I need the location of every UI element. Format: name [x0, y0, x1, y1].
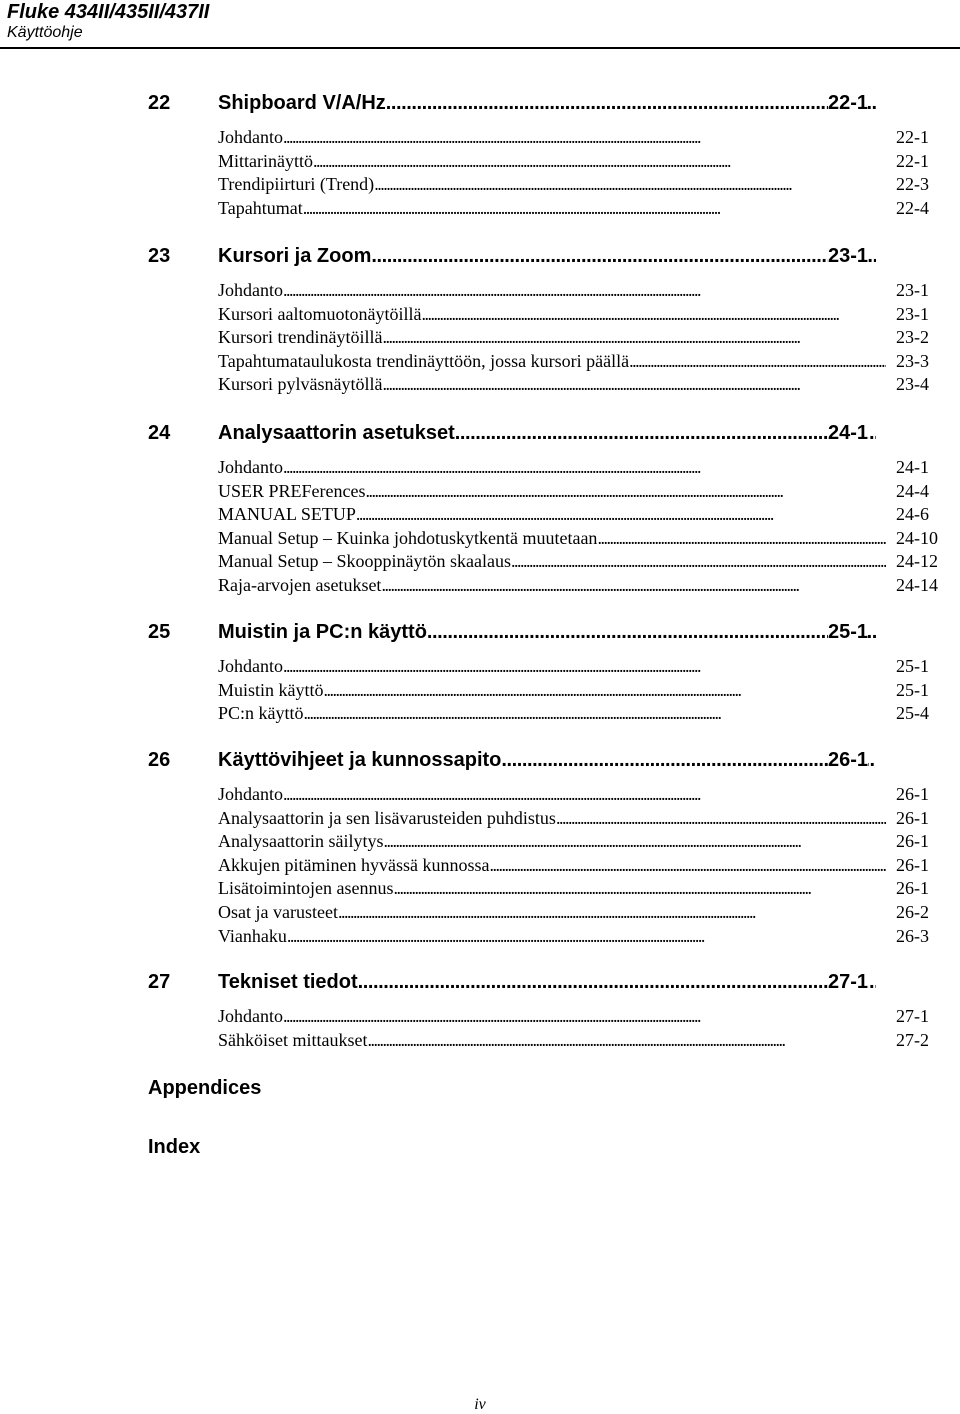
chapter-title: Muistin ja PC:n käyttö [218, 621, 427, 643]
toc-entry[interactable] [218, 527, 936, 550]
toc-chapter-heading[interactable] [148, 969, 938, 995]
entry-title: Johdanto [218, 784, 283, 804]
dot-leader [393, 877, 886, 900]
chapter-page-number: 24-1 [828, 422, 869, 444]
entry-title: Muistin käyttö [218, 679, 324, 700]
entry-title: Tapahtumataulukosta trendinäyttöön, jossa kursori päällä [218, 350, 630, 371]
entry-page-number: 23-4 [896, 374, 929, 395]
entry-page-number: 22-1 [896, 150, 929, 171]
dot-leader [381, 574, 886, 597]
toc-entry[interactable] [218, 925, 936, 948]
dot-leader [597, 527, 886, 550]
page-number: iv [474, 1396, 486, 1413]
dot-leader [489, 854, 886, 877]
entry-page-number: 23-2 [896, 327, 929, 348]
entry-title: Sähköiset mittaukset [218, 1029, 368, 1050]
toc-entry[interactable] [218, 150, 936, 173]
toc-entry[interactable] [218, 854, 936, 877]
dot-leader [421, 303, 886, 326]
toc-entry[interactable] [218, 350, 936, 373]
chapter-page-number: 22-1 [828, 92, 869, 114]
chapter-number: 25 [148, 621, 171, 643]
entry-page-number: 27-2 [896, 1029, 929, 1050]
dot-leader [287, 925, 886, 948]
chapter-number: 23 [148, 245, 171, 267]
toc-chapter-heading[interactable] [148, 243, 938, 269]
entry-page-number: 26-2 [896, 902, 929, 922]
chapter-number: 24 [148, 422, 171, 444]
toc-entry[interactable] [218, 303, 936, 326]
toc-entry[interactable] [218, 550, 936, 573]
dot-leader [367, 1029, 886, 1052]
chapter-page-number: 25-1 [828, 621, 869, 643]
entry-page-number: 26-1 [896, 854, 929, 875]
chapter-number: 26 [148, 749, 171, 771]
dot-leader [304, 702, 886, 725]
dot-leader [358, 969, 876, 995]
dot-leader [324, 679, 886, 702]
chapter-title: Käyttövihjeet ja kunnossapito [218, 749, 502, 771]
entry-page-number: 23-1 [896, 303, 929, 324]
entry-page-number: 22-4 [896, 197, 929, 218]
document-title: Fluke 434II/435II/437II [7, 1, 210, 23]
entry-title: Johdanto [218, 1006, 283, 1026]
entry-title: Vianhaku [218, 925, 287, 946]
dot-leader [501, 747, 876, 773]
toc-entry[interactable] [218, 373, 936, 396]
entry-title: Akkujen pitäminen hyvässä kunnossa [218, 854, 490, 875]
index-heading[interactable]: Index [148, 1136, 201, 1158]
entry-title: Johdanto [218, 280, 283, 300]
toc-entry[interactable] [218, 877, 936, 900]
entry-page-number: 24-12 [896, 551, 938, 572]
entry-title: Johdanto [218, 127, 283, 147]
dot-leader [629, 350, 886, 373]
toc-chapter-heading[interactable] [148, 90, 938, 116]
toc-entry[interactable] [218, 173, 936, 196]
chapter-title: Analysaattorin asetukset [218, 422, 455, 444]
dot-leader [556, 807, 886, 830]
chapter-title: Shipboard V/A/Hz [218, 92, 386, 114]
dot-leader [382, 326, 886, 349]
chapter-title: Kursori ja Zoom [218, 245, 372, 267]
entry-page-number: 25-1 [896, 679, 929, 700]
toc-entry[interactable] [218, 783, 936, 806]
entry-title: Osat ja varusteet [218, 902, 338, 922]
entry-page-number: 26-1 [896, 831, 929, 852]
dot-leader [283, 126, 886, 149]
document-subtitle: Käyttöohje [7, 24, 83, 41]
toc-entry[interactable] [218, 456, 936, 479]
dot-leader [511, 550, 886, 573]
entry-page-number: 26-1 [896, 784, 929, 804]
entry-title: Tapahtumat [218, 197, 303, 218]
toc-entry[interactable] [218, 1005, 936, 1028]
entry-page-number: 22-3 [896, 174, 929, 195]
dot-leader [366, 480, 887, 503]
toc-chapter-heading[interactable] [148, 619, 938, 645]
chapter-title: Tekniset tiedot [218, 971, 358, 993]
toc-entry[interactable] [218, 830, 936, 853]
entry-page-number: 24-14 [896, 575, 938, 595]
toc-entry[interactable] [218, 679, 936, 702]
entry-title: Manual Setup – Skooppinäytön skaalaus [218, 551, 511, 572]
dot-leader [356, 503, 886, 526]
dot-leader [283, 456, 886, 479]
entry-title: Mittarinäyttö [218, 150, 313, 171]
entry-page-number: 23-1 [896, 280, 929, 300]
toc-entry[interactable] [218, 702, 936, 725]
toc-entry[interactable] [218, 1029, 936, 1052]
toc-entry[interactable] [218, 126, 936, 149]
toc-entry[interactable] [218, 480, 936, 503]
toc-chapter-heading[interactable] [148, 747, 938, 773]
entry-page-number: 25-1 [896, 656, 929, 676]
dot-leader [383, 830, 886, 853]
entry-title: Raja-arvojen asetukset [218, 575, 382, 595]
dot-leader [455, 420, 876, 446]
entry-title: Analysaattorin ja sen lisävarusteiden puhdistus [218, 807, 556, 828]
toc-entry[interactable] [218, 503, 936, 526]
entry-title: USER PREFerences [218, 480, 366, 501]
dot-leader [427, 619, 876, 645]
dot-leader [382, 373, 886, 396]
entry-page-number: 26-1 [896, 878, 929, 899]
toc-entry[interactable] [218, 574, 936, 597]
toc-entry[interactable] [218, 279, 936, 302]
entry-page-number: 22-1 [896, 127, 929, 147]
dot-leader [371, 243, 876, 269]
dot-leader [303, 197, 886, 220]
appendices-heading[interactable]: Appendices [148, 1077, 262, 1099]
entry-page-number: 25-4 [896, 703, 929, 724]
toc-entry[interactable] [218, 655, 936, 678]
chapter-page-number: 23-1 [828, 245, 869, 267]
entry-title: Manual Setup – Kuinka johdotuskytkentä muutetaan [218, 527, 598, 548]
dot-leader [386, 90, 876, 116]
entry-page-number: 24-10 [896, 527, 938, 548]
entry-page-number: 24-6 [896, 504, 929, 525]
entry-title: PC:n käyttö [218, 703, 304, 724]
entry-page-number: 24-4 [896, 480, 929, 501]
entry-title: MANUAL SETUP [218, 504, 356, 525]
toc-entry[interactable] [218, 326, 936, 349]
dot-leader [338, 901, 886, 924]
dot-leader [283, 279, 886, 302]
entry-title: Analysaattorin säilytys [218, 831, 384, 852]
entry-page-number: 24-1 [896, 457, 929, 477]
entry-title: Kursori aaltomuotonäytöillä [218, 303, 422, 324]
dot-leader [374, 173, 886, 196]
entry-page-number: 27-1 [896, 1006, 929, 1026]
entry-page-number: 26-3 [896, 925, 929, 946]
entry-title: Trendipiirturi (Trend) [218, 174, 375, 195]
dot-leader [283, 783, 886, 806]
dot-leader [283, 655, 886, 678]
toc-entry[interactable] [218, 807, 936, 830]
chapter-page-number: 27-1 [828, 971, 869, 993]
entry-page-number: 23-3 [896, 350, 929, 371]
entry-title: Johdanto [218, 457, 283, 477]
dot-leader [283, 1005, 886, 1028]
entry-title: Johdanto [218, 656, 283, 676]
chapter-number: 22 [148, 92, 171, 114]
chapter-page-number: 26-1 [828, 749, 869, 771]
chapter-number: 27 [148, 971, 171, 993]
toc-chapter-heading[interactable] [148, 420, 938, 446]
toc-entry[interactable] [218, 901, 936, 924]
dot-leader [313, 150, 886, 173]
entry-title: Lisätoimintojen asennus [218, 878, 394, 899]
entry-page-number: 26-1 [896, 807, 929, 828]
entry-title: Kursori pylväsnäytöllä [218, 374, 383, 395]
entry-title: Kursori trendinäytöillä [218, 327, 383, 348]
toc-entry[interactable] [218, 197, 936, 220]
